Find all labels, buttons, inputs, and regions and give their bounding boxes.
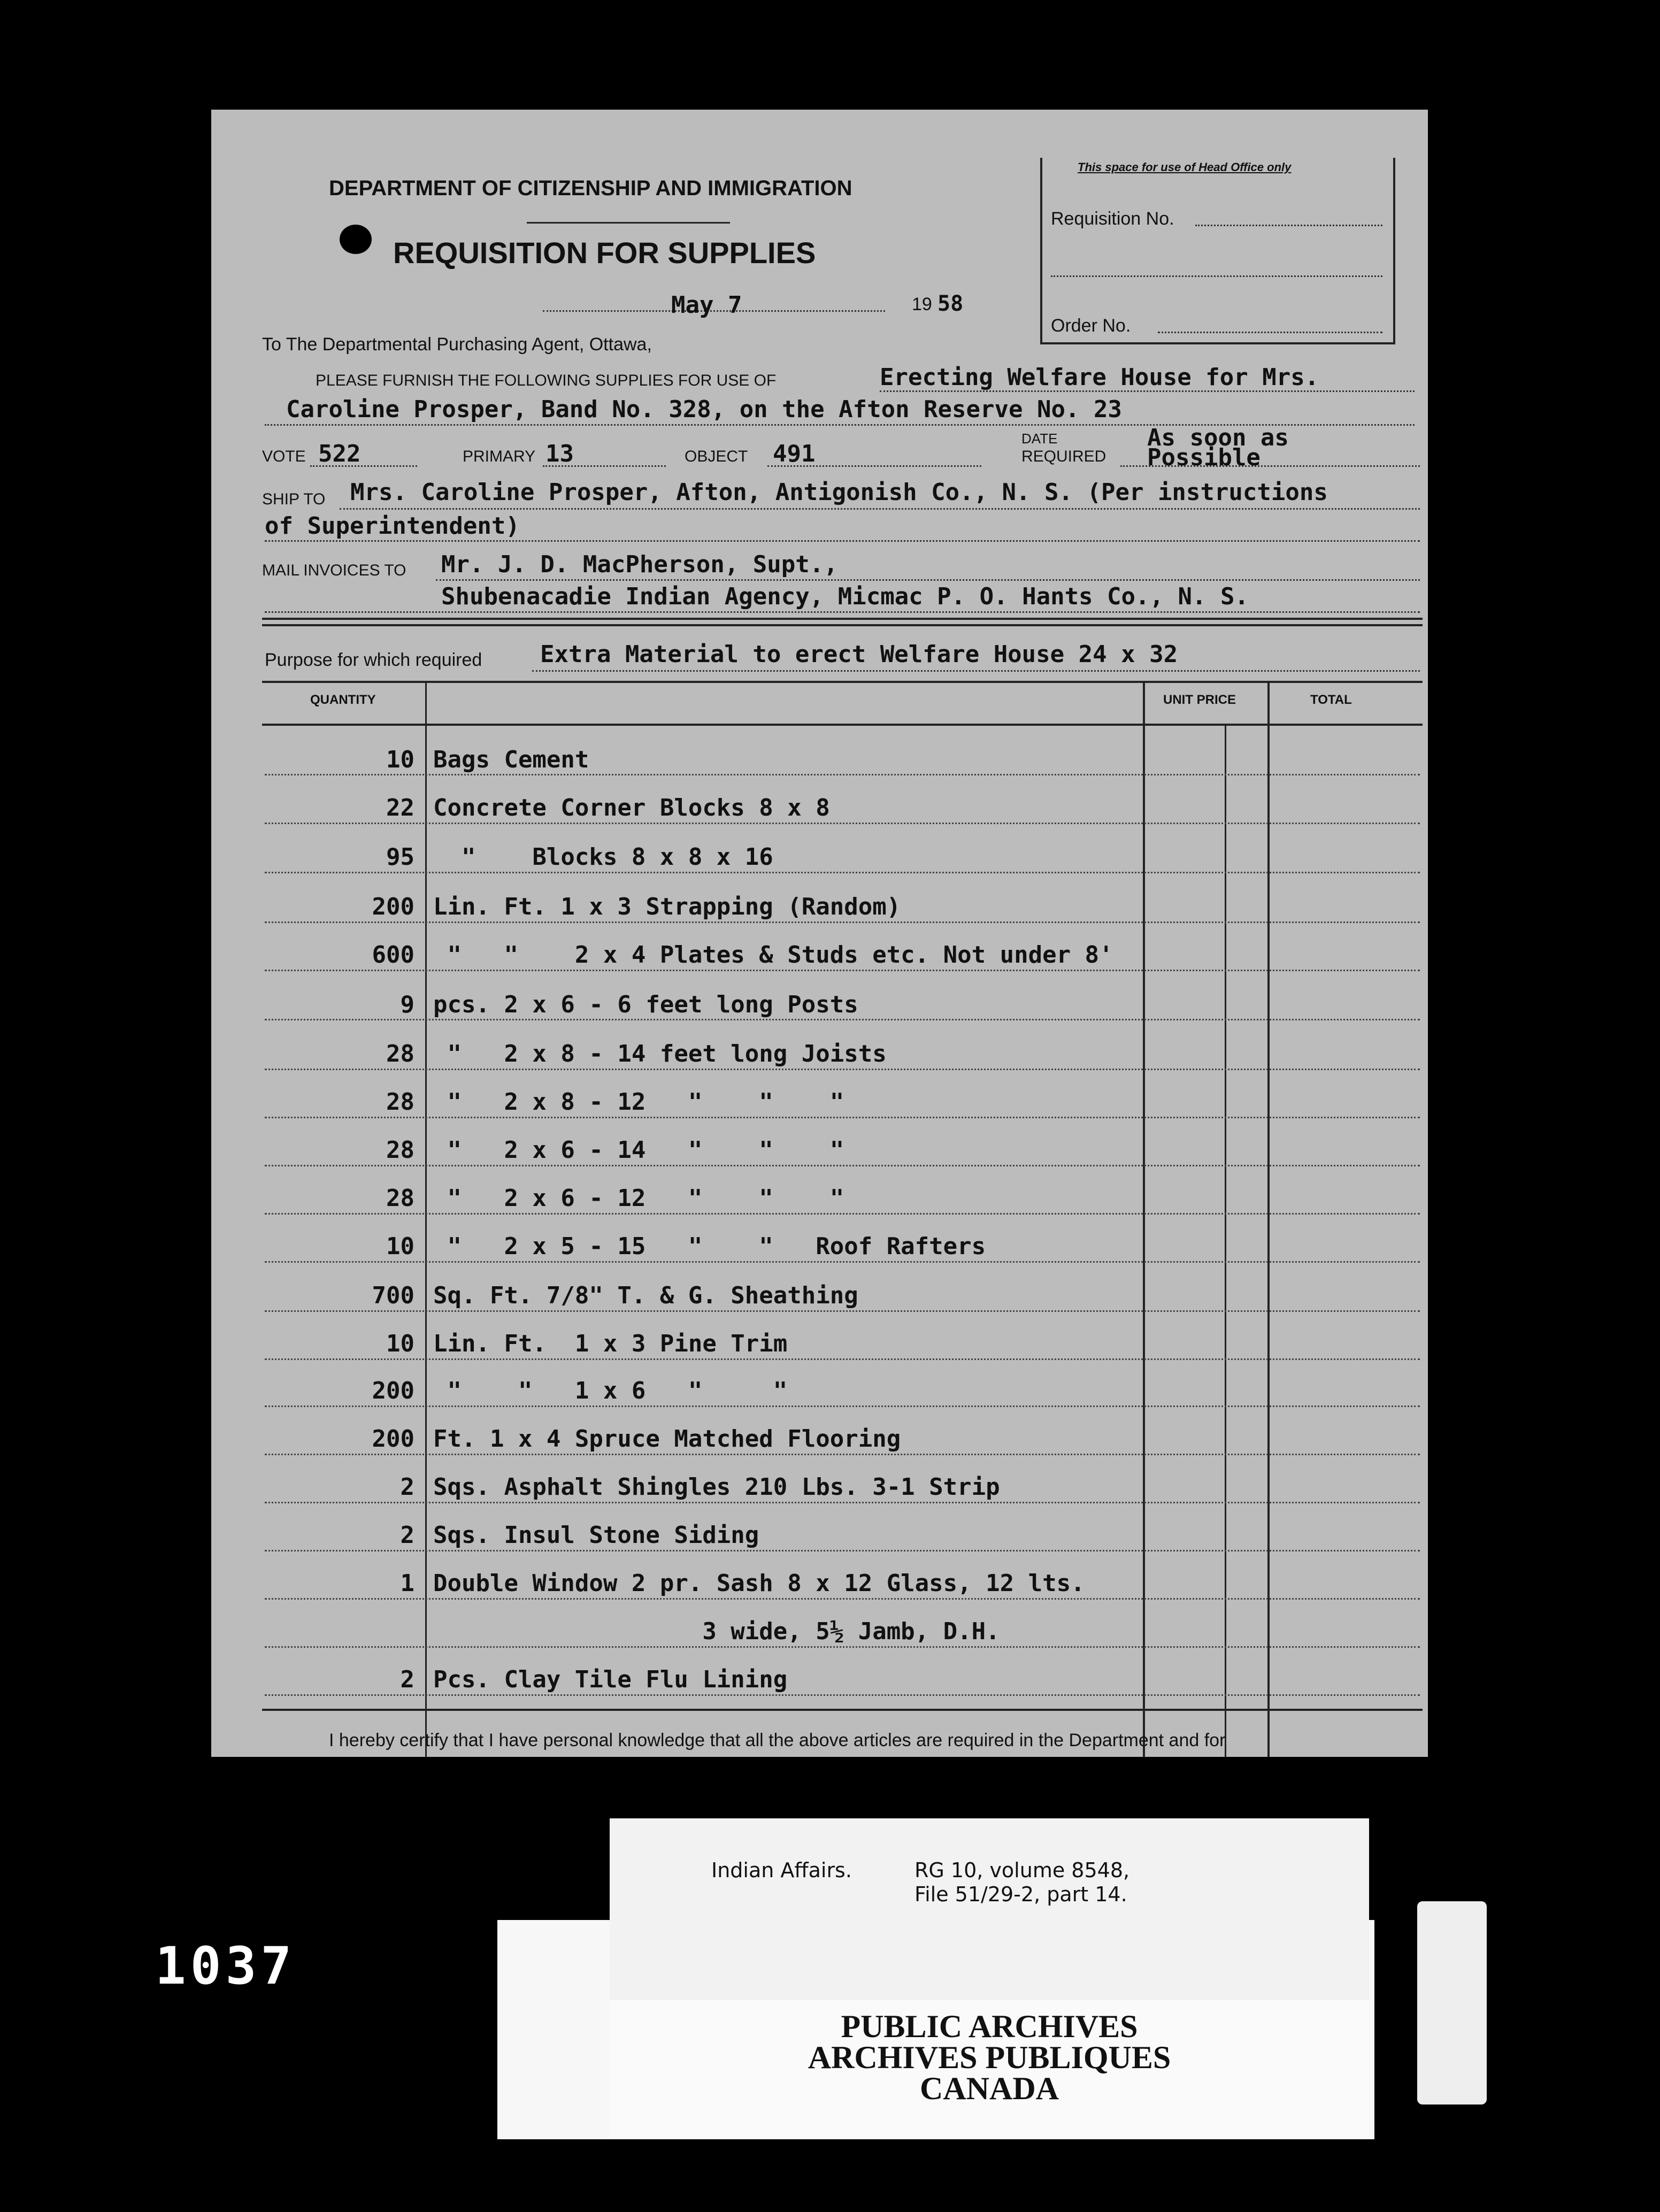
row-12-desc: Sq. Ft. 7/8" T. & G. Sheathing (433, 1282, 858, 1309)
order-no-line (1158, 332, 1382, 333)
archive-ref-line2: File 51/29-2, part 14. (914, 1883, 1127, 1906)
object-rule (767, 465, 981, 467)
department-heading: DEPARTMENT OF CITIZENSHIP AND IMMIGRATION (329, 176, 852, 200)
row-1-desc: Bags Cement (433, 746, 589, 773)
ship-to-line1: Mrs. Caroline Prosper, Afton, Antigonish Co., N. S. (Per instructions (350, 479, 1328, 506)
row-10-desc: " 2 x 6 - 12 " " " (433, 1185, 844, 1212)
row-2-rule (265, 823, 1420, 824)
requisition-form (211, 110, 1428, 1757)
section-rule-top (262, 618, 1423, 620)
punch-hole (340, 225, 372, 254)
row-7-qty: 28 (386, 1040, 414, 1067)
row-18-qty: 1 (400, 1570, 414, 1597)
head-office-box-left (1040, 158, 1042, 342)
col-total: TOTAL (1310, 693, 1352, 707)
row-5-desc: " " 2 x 4 Plates & Studs etc. Not under 8' (433, 941, 1113, 969)
table-bottom-rule (262, 1709, 1423, 1711)
row-18-rule (265, 1598, 1420, 1600)
row-17-desc: Sqs. Insul Stone Siding (433, 1522, 759, 1549)
date-required-label: DATE (1021, 431, 1058, 447)
row-11-rule (265, 1261, 1420, 1263)
row-9-rule (265, 1165, 1420, 1166)
form-title: REQUISITION FOR SUPPLIES (393, 236, 816, 270)
archive-card-tab (1417, 1901, 1487, 2105)
row-13-desc: Lin. Ft. 1 x 3 Pine Trim (433, 1330, 788, 1357)
row-5-rule (265, 970, 1420, 971)
ship-to-rule2 (265, 540, 1420, 542)
row-2-desc: Concrete Corner Blocks 8 x 8 (433, 794, 830, 821)
row-12-rule (265, 1310, 1420, 1312)
row-11-desc: " 2 x 5 - 15 " " Roof Rafters (433, 1233, 986, 1260)
date-year-prefix: 19 (912, 294, 932, 314)
row-16-qty: 2 (400, 1473, 414, 1501)
row-13-rule (265, 1358, 1420, 1360)
purpose-value: Extra Material to erect Welfare House 24 x 32 (540, 641, 1178, 668)
archive-ref-line1: RG 10, volume 8548, (914, 1858, 1130, 1882)
mail-invoices-label: MAIL INVOICES TO (262, 562, 406, 579)
row-2-qty: 22 (386, 794, 414, 821)
object-value: 491 (773, 440, 816, 467)
date-year: 58 (937, 291, 964, 316)
col-quantity: QUANTITY (310, 693, 376, 707)
head-office-box-bottom (1040, 342, 1394, 344)
required-label: REQUIRED (1021, 448, 1106, 465)
row-5-qty: 600 (372, 941, 414, 969)
mail-rule2 (265, 611, 1420, 613)
heading-rule (527, 222, 730, 224)
row-8-rule (265, 1117, 1420, 1118)
requisition-no-label: Requisition No. (1051, 209, 1174, 229)
object-label: OBJECT (685, 448, 748, 465)
row-8-desc: " 2 x 8 - 12 " " " (433, 1088, 844, 1116)
row-17-qty: 2 (400, 1522, 414, 1549)
mail-line1: Mr. J. D. MacPherson, Supt., (441, 551, 838, 578)
table-top-rule (262, 681, 1423, 683)
row-3-rule (265, 872, 1420, 873)
row-7-rule (265, 1069, 1420, 1070)
row-14-desc: " " 1 x 6 " " (433, 1377, 788, 1404)
row-20-qty: 2 (400, 1666, 414, 1693)
row-15-rule (265, 1454, 1420, 1455)
head-office-box-right (1393, 158, 1395, 344)
mail-line2: Shubenacadie Indian Agency, Micmac P. O. Hants Co., N. S. (441, 583, 1249, 610)
col-unit-price: UNIT PRICE (1163, 693, 1236, 707)
row-18-desc: Double Window 2 pr. Sash 8 x 12 Glass, 12 lts. (433, 1570, 1085, 1597)
archive-collection: Indian Affairs. (711, 1858, 852, 1882)
furnish-label: PLEASE FURNISH THE FOLLOWING SUPPLIES FOR USE OF (316, 372, 777, 389)
row-10-qty: 28 (386, 1185, 414, 1212)
archives-line2: ARCHIVES PUBLIQUES (808, 2040, 1171, 2075)
section-rule-bottom (262, 624, 1423, 626)
row-14-qty: 200 (372, 1377, 414, 1404)
total-col-left (1267, 681, 1270, 1757)
purpose-rule (532, 670, 1420, 672)
required-line1: As soon as (1147, 424, 1289, 451)
primary-rule (543, 465, 666, 467)
row-16-rule (265, 1502, 1420, 1503)
qty-col-divider (425, 681, 427, 1757)
to-line: To The Departmental Purchasing Agent, Ottawa, (262, 334, 652, 355)
vote-rule (310, 465, 417, 467)
row-11-qty: 10 (386, 1233, 414, 1260)
row-17-rule (265, 1550, 1420, 1552)
row-20-desc: Pcs. Clay Tile Flu Lining (433, 1666, 788, 1693)
row-16-desc: Sqs. Asphalt Shingles 210 Lbs. 3-1 Strip (433, 1473, 1000, 1501)
head-office-blank-line (1051, 275, 1382, 277)
row-4-qty: 200 (372, 893, 414, 920)
unit-price-col-mid (1225, 724, 1226, 1757)
row-3-qty: 95 (386, 843, 414, 871)
furnish-line2: Caroline Prosper, Band No. 328, on the Afton Reserve No. 23 (286, 396, 1122, 423)
row-9-desc: " 2 x 6 - 14 " " " (433, 1136, 844, 1164)
row-1-qty: 10 (386, 746, 414, 773)
row-10-rule (265, 1213, 1420, 1215)
row-3-desc: " Blocks 8 x 8 x 16 (433, 843, 773, 871)
row-9-qty: 28 (386, 1136, 414, 1164)
mail-rule1 (436, 579, 1420, 581)
row-6-qty: 9 (400, 991, 414, 1018)
furnish-line1: Erecting Welfare House for Mrs. (880, 364, 1319, 391)
purpose-label: Purpose for which required (265, 650, 482, 670)
certify-statement: I hereby certify that I have personal knowledge that all the above articles are required in the Department and for (329, 1730, 1226, 1750)
unit-price-col-left (1143, 681, 1145, 1757)
row-19-desc: 3 wide, 5½ Jamb, D.H. (433, 1618, 1000, 1645)
row-6-rule (265, 1019, 1420, 1020)
ship-to-rule1 (340, 508, 1420, 510)
row-15-desc: Ft. 1 x 4 Spruce Matched Flooring (433, 1425, 901, 1453)
primary-value: 13 (545, 440, 574, 467)
row-19-rule (265, 1646, 1420, 1648)
archives-stamp (610, 2011, 1369, 2104)
row-14-rule (265, 1405, 1420, 1407)
archives-line3: CANADA (920, 2071, 1059, 2106)
date-month: May 7 (671, 291, 742, 319)
row-8-qty: 28 (386, 1088, 414, 1116)
archives-line1: PUBLIC ARCHIVES (841, 2009, 1138, 2044)
ship-to-line2: of Superintendent) (265, 512, 520, 540)
row-20-rule (265, 1694, 1420, 1696)
order-no-label: Order No. (1051, 316, 1131, 336)
ship-to-label: SHIP TO (262, 490, 326, 508)
vote-label: VOTE (262, 448, 306, 465)
primary-label: PRIMARY (463, 448, 536, 465)
required-line2: Possible (1147, 444, 1261, 471)
furnish-line1-rule (880, 390, 1415, 392)
requisition-no-line (1195, 225, 1382, 226)
frame-number: 1037 (155, 1936, 296, 1996)
required-rule (1120, 465, 1420, 467)
row-4-desc: Lin. Ft. 1 x 3 Strapping (Random) (433, 893, 901, 920)
row-12-qty: 700 (372, 1282, 414, 1309)
row-7-desc: " 2 x 8 - 14 feet long Joists (433, 1040, 887, 1067)
row-15-qty: 200 (372, 1425, 414, 1453)
head-office-title: This space for use of Head Office only (1078, 160, 1292, 174)
row-1-rule (265, 774, 1420, 775)
table-header-rule (262, 724, 1423, 726)
row-4-rule (265, 921, 1420, 923)
archive-reference-card (610, 1818, 1369, 2006)
row-13-qty: 10 (386, 1330, 414, 1357)
row-6-desc: pcs. 2 x 6 - 6 feet long Posts (433, 991, 858, 1018)
vote-value: 522 (318, 440, 361, 467)
